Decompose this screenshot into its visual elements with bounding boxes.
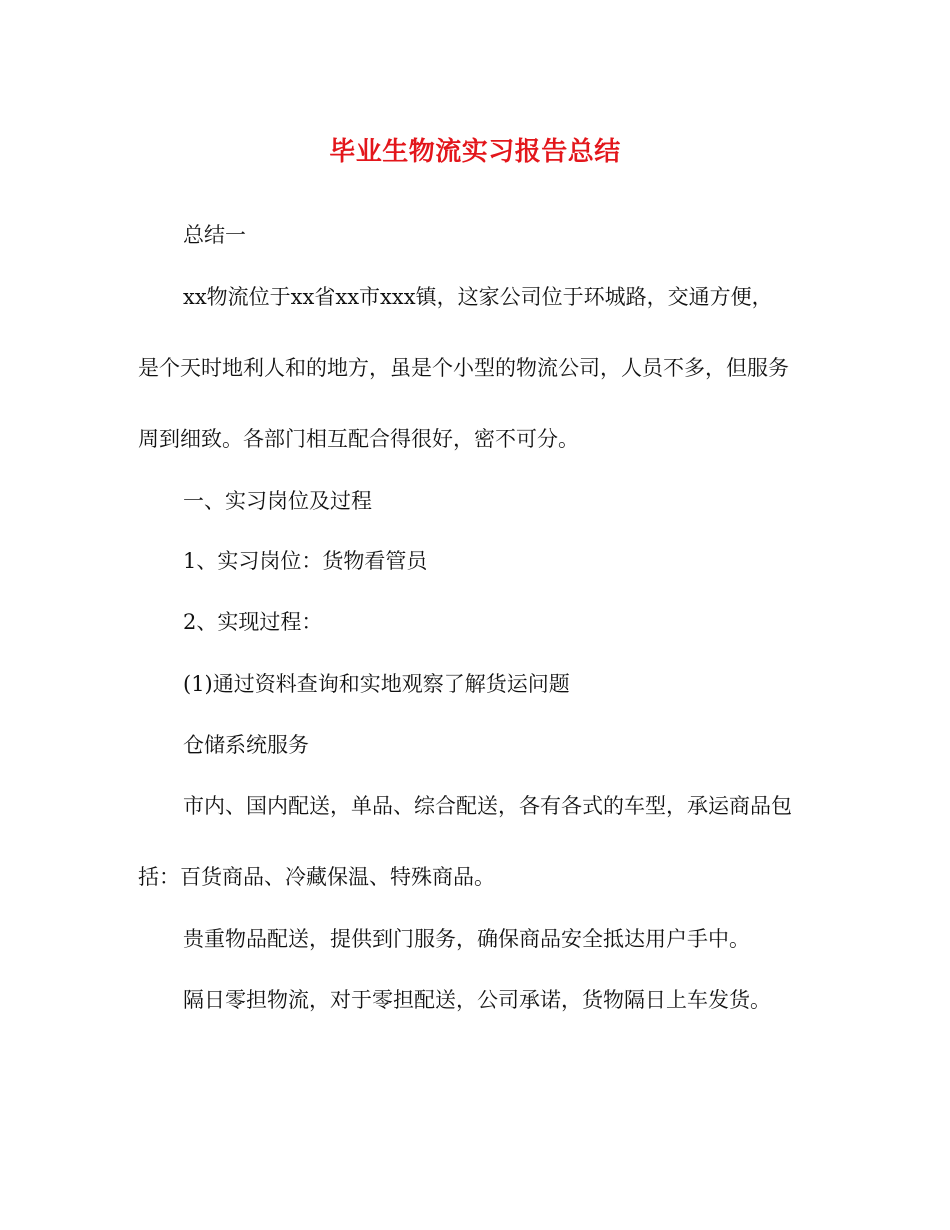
paragraph-line: 隔日零担物流，对于零担配送，公司承诺，货物隔日上车发货。 bbox=[183, 988, 771, 1012]
list-item: (1)通过资料查询和实地观察了解货运问题 bbox=[183, 672, 570, 696]
paragraph-line: 括：百货商品、冷藏保温、特殊商品。 bbox=[138, 865, 495, 889]
paragraph-line: xx物流位于xx省xx市xxx镇，这家公司位于环城路，交通方便， bbox=[183, 285, 773, 309]
paragraph-line: 是个天时地利人和的地方，虽是个小型的物流公司，人员不多，但服务 bbox=[138, 356, 789, 380]
list-item: 1、实习岗位：货物看管员 bbox=[183, 549, 428, 573]
paragraph-line: 仓储系统服务 bbox=[183, 733, 309, 757]
paragraph-line: 贵重物品配送，提供到门服务，确保商品安全抵达用户手中。 bbox=[183, 927, 750, 951]
paragraph-line: 市内、国内配送，单品、综合配送，各有各式的车型，承运商品包 bbox=[183, 794, 792, 818]
section-heading: 一、实习岗位及过程 bbox=[183, 489, 372, 513]
list-item: 2、实现过程： bbox=[183, 610, 323, 634]
document-title: 毕业生物流实习报告总结 bbox=[329, 137, 621, 167]
paragraph-line: 周到细致。各部门相互配合得很好，密不可分。 bbox=[138, 427, 579, 451]
section-heading: 总结一 bbox=[183, 223, 246, 247]
